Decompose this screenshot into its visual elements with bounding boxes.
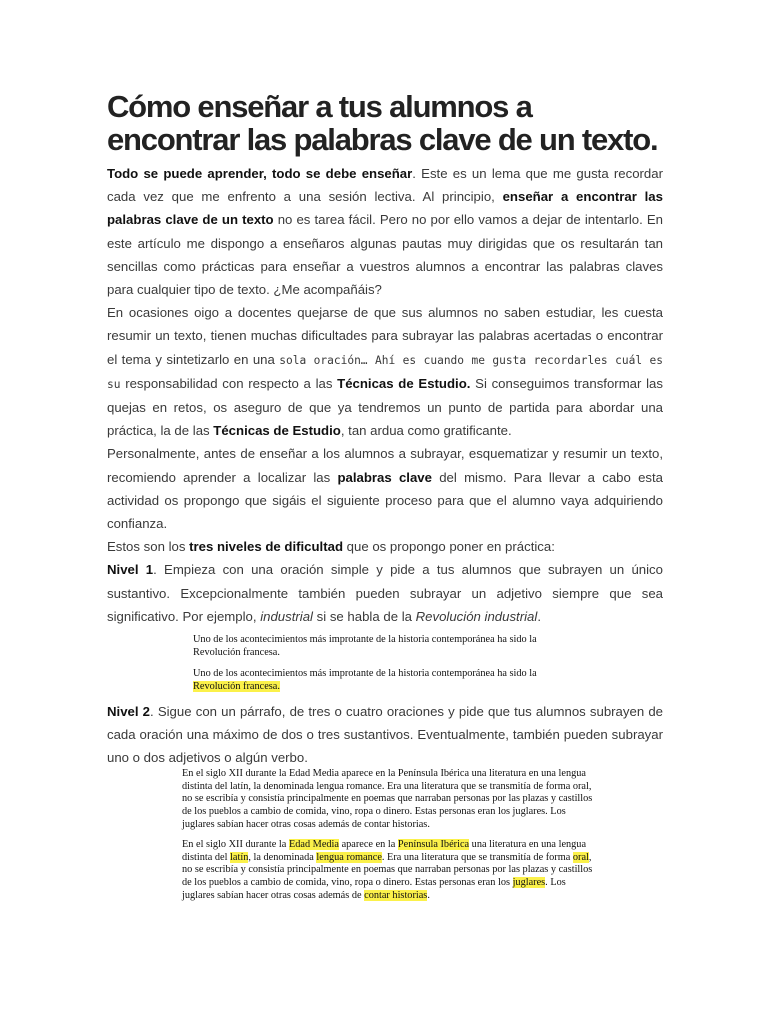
level-heading: Nivel 2 [107,703,151,719]
example-text: Revolución francesa. [193,647,280,659]
example-text: aparece en la [339,839,398,851]
bold-phrase: Técnicas de Estudio [213,423,341,439]
text-run-narrow: sola oración… Ahí es cuando me gusta recordarles cuál es su [107,353,663,391]
level-heading: Nivel 1 [107,562,154,578]
paragraph-problem [107,301,663,442]
italic-term: Revolución industrial [415,608,538,624]
example-image-level-2 [182,768,594,902]
text-run: que os propongo poner en práctica: [343,539,555,555]
example-text: . Los juglares sabían hacer otras cosas además de [182,877,566,901]
text-run: Estos son los [107,539,190,555]
example-image-level-1 [193,633,580,694]
highlighted-keyword: Revolución francesa. [193,681,280,693]
example-text: . Era una literatura que se transmitía de forma [381,851,573,863]
example-text: En el siglo XII durante la [182,839,289,851]
bold-phrase: Todo se puede aprender, todo se debe enseñar [107,166,413,181]
example-text: Uno de los acontecimientos más improtante de la historia contemporánea ha sido la [193,667,537,679]
example-text: , la denominada [248,851,317,863]
paragraph-intro [107,162,663,301]
example-text: Uno de los acontecimientos más improtante de la historia contemporánea ha sido la [193,634,537,646]
text-run: del mismo. Para llevar a cabo esta actividad os propongo que sigáis el siguiente proceso para que el alumno vaya adquiriendo confianza. [107,469,664,532]
highlighted-keyword: Península Ibérica [397,839,470,851]
example-text: . [427,889,430,901]
paragraph-level-1 [107,558,663,628]
bold-phrase: palabras clave [337,469,432,485]
highlighted-keyword: oral [572,851,589,863]
example-sentence-plain [193,633,580,660]
text-run: . Sigue con un párrafo, de tres o cuatro oraciones y pide que tus alumnos subrayen de cada oración una máximo de dos o tres sustantivos. Eventualmente, también pueden subrayar uno o dos adjetivos o algún verbo. [107,703,663,766]
text-run: Personalmente, antes de enseñar a los alumnos a subrayar, esquematizar y resumir un texto, recomiendo aprender a localizar las [107,446,663,485]
article [107,90,663,902]
example-paragraph-plain: En el siglo XII durante la Edad Media aparece en la Península Ibérica una literatura en una lengua distinta del latín, la denominada lengua romance. Era una literatura que se transmitía de forma oral, no se escribía y consistía principalmente en poemas que narraban personas por las plazas y castillos de los pueblos a cambio de comida, vino, ropa o dinero. Estas personas eran los juglares. Los juglares sabían hacer otras cosas además de contar historias. [182,768,593,830]
highlighted-keyword: Edad Media [288,839,339,851]
text-run: En ocasiones oigo a docentes quejarse de que sus alumnos no saben estudiar, les cuesta resumir un texto, tienen muchas dificultades para subrayar las palabras acertadas o encontrar el tema y sintetizarlo en una [107,305,663,367]
highlighted-keyword: juglares [512,877,546,889]
example-sentence-highlighted [193,667,580,694]
bold-phrase: tres niveles de dificultad [189,539,343,555]
paragraph-levels-intro [107,535,663,558]
text-run: no es tarea fácil. Pero no por ello vamos a dejar de intentarlo. En este artículo me dispongo a enseñaros algunas pautas muy dirigidas que os resultarán tan sencillas como prácticas para enseñar a vuestros alumnos a encontrar las palabras claves para cualquier tipo de texto. ¿Me acompañáis? [107,212,663,298]
text-run: . Empieza con una oración simple y pide a tus alumnos que subrayen un único sustantivo. Excepcionalmente también pueden subrayar un adjetivo siempre que sea significativo. Por ejemplo, [107,562,663,624]
example-text: una literatura en una lengua distinta del [182,839,587,863]
text-run: . Este es un lema que me gusta recordar cada vez que me enfrento a una sesión lectiva. Al principio, [107,166,663,205]
bold-phrase: enseñar a encontrar las palabras clave de un texto [107,189,663,228]
page-title: Cómo enseñar a tus alumnos a encontrar las palabras clave de un texto. [107,89,658,157]
text-run: . [537,608,541,624]
bold-phrase: Técnicas de Estudio. [337,375,471,391]
text-run: si se habla de la [312,608,416,624]
example-text: , no se escribía y consistía principalmente en poemas que narraban personas por las plazas y castillos de los pueblos a cambio de comida, vino, ropa o dinero. Estas personas eran los [182,851,593,889]
italic-term: industrial [260,608,313,624]
example-paragraph-highlighted [182,839,594,902]
text-run: responsabilidad con respecto a las [120,375,338,391]
paragraph-level-2 [107,700,663,770]
highlighted-keyword: latín [230,851,249,863]
text-run: , tan ardua como gratificante. [340,423,512,439]
paragraph-approach [107,442,663,535]
highlighted-keyword: lengua romance [316,851,382,863]
highlighted-keyword: contar historias [364,889,428,901]
text-run: Si conseguimos transformar las quejas en retos, os aseguro de que ya tendremos un punto de partida para abordar una práctica, la de las [107,375,663,439]
